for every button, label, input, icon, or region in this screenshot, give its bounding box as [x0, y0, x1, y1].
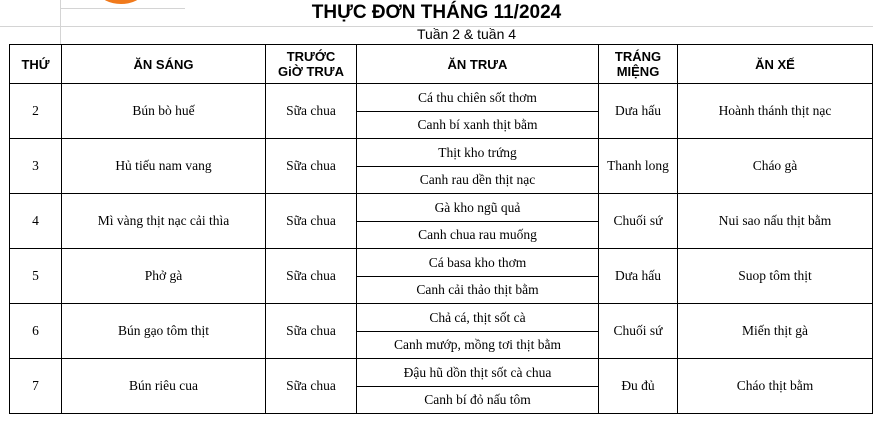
- table-row: [10, 304, 873, 332]
- cell-an-sang: Mì vàng thịt nạc cải thìa: [62, 194, 266, 249]
- cell-thu: 6: [10, 304, 62, 359]
- cell-an-trua-main: Cá basa kho thơm: [357, 249, 599, 277]
- cell-an-sang: Bún riêu cua: [62, 359, 266, 414]
- menu-table: [9, 44, 873, 414]
- cell-an-sang: Bún bò huế: [62, 84, 266, 139]
- cell-an-xe: Nui sao nấu thịt bằm: [678, 194, 873, 249]
- cell-an-trua-soup: Canh rau dền thịt nạc: [357, 167, 599, 194]
- cell-an-trua-soup: Canh cải thảo thịt bằm: [357, 277, 599, 304]
- cell-an-sang: Phở gà: [62, 249, 266, 304]
- page-title: THỰC ĐƠN THÁNG 11/2024: [311, 2, 562, 23]
- header-trang-mieng: [599, 45, 678, 84]
- cell-an-sang: Bún gạo tôm thịt: [62, 304, 266, 359]
- cell-an-trua-main: Chả cá, thịt sốt cà: [357, 304, 599, 332]
- cell-an-xe: Cháo gà: [678, 139, 873, 194]
- cell-an-xe: Suop tôm thịt: [678, 249, 873, 304]
- cell-an-trua-soup: Canh bí xanh thịt bằm: [357, 112, 599, 139]
- cell-trang-mieng: Dưa hấu: [599, 249, 678, 304]
- header-truoc-gio-trua-line2: GiỜ TRƯA: [278, 64, 344, 79]
- cell-thu: 2: [10, 84, 62, 139]
- cell-trang-mieng: Chuối sứ: [599, 194, 678, 249]
- header-an-xe: ĂN XẾ: [678, 45, 873, 84]
- cell-trang-mieng: Thanh long: [599, 139, 678, 194]
- page-subtitle: Tuần 2 & tuần 4: [416, 26, 517, 42]
- cell-an-xe: Miến thịt gà: [678, 304, 873, 359]
- cell-an-trua-main: Đậu hũ dồn thịt sốt cà chua: [357, 359, 599, 387]
- cell-an-sang: Hủ tiếu nam vang: [62, 139, 266, 194]
- header-an-sang: ĂN SÁNG: [62, 45, 266, 84]
- cell-thu: 7: [10, 359, 62, 414]
- cell-an-trua-soup: Canh chua rau muống: [357, 222, 599, 249]
- header-trang-mieng-line2: MIỆNG: [616, 64, 660, 79]
- cell-an-xe: Cháo thịt bằm: [678, 359, 873, 414]
- header-row: [10, 45, 873, 84]
- cell-trang-mieng: Đu đủ: [599, 359, 678, 414]
- header-truoc-gio-trua-line1: TRƯỚC: [286, 49, 336, 64]
- cell-an-xe: Hoành thánh thịt nạc: [678, 84, 873, 139]
- table-row: [10, 249, 873, 277]
- cell-an-trua-main: Gà kho ngũ quả: [357, 194, 599, 222]
- cell-an-trua-soup: Canh bí đỏ nấu tôm: [357, 387, 599, 414]
- cell-thu: 3: [10, 139, 62, 194]
- cell-truoc-trua: Sữa chua: [266, 304, 357, 359]
- cell-truoc-trua: Sữa chua: [266, 139, 357, 194]
- cell-thu: 4: [10, 194, 62, 249]
- cell-trang-mieng: Chuối sứ: [599, 304, 678, 359]
- header-trang-mieng-line1: TRÁNG: [614, 49, 662, 64]
- table-row: [10, 194, 873, 222]
- header-thu: THỨ: [10, 45, 62, 84]
- cell-an-trua-soup: Canh mướp, mồng tơi thịt bằm: [357, 332, 599, 359]
- cell-truoc-trua: Sữa chua: [266, 359, 357, 414]
- cell-truoc-trua: Sữa chua: [266, 194, 357, 249]
- table-row: [10, 84, 873, 112]
- header-an-trua: ĂN TRƯA: [357, 45, 599, 84]
- cell-an-trua-main: Thịt kho trứng: [357, 139, 599, 167]
- table-row: [10, 359, 873, 387]
- table-row: [10, 139, 873, 167]
- cell-truoc-trua: Sữa chua: [266, 249, 357, 304]
- cell-an-trua-main: Cá thu chiên sốt thơm: [357, 84, 599, 112]
- cell-truoc-trua: Sữa chua: [266, 84, 357, 139]
- cell-trang-mieng: Dưa hấu: [599, 84, 678, 139]
- header-truoc-gio-trua: [266, 45, 357, 84]
- cell-thu: 5: [10, 249, 62, 304]
